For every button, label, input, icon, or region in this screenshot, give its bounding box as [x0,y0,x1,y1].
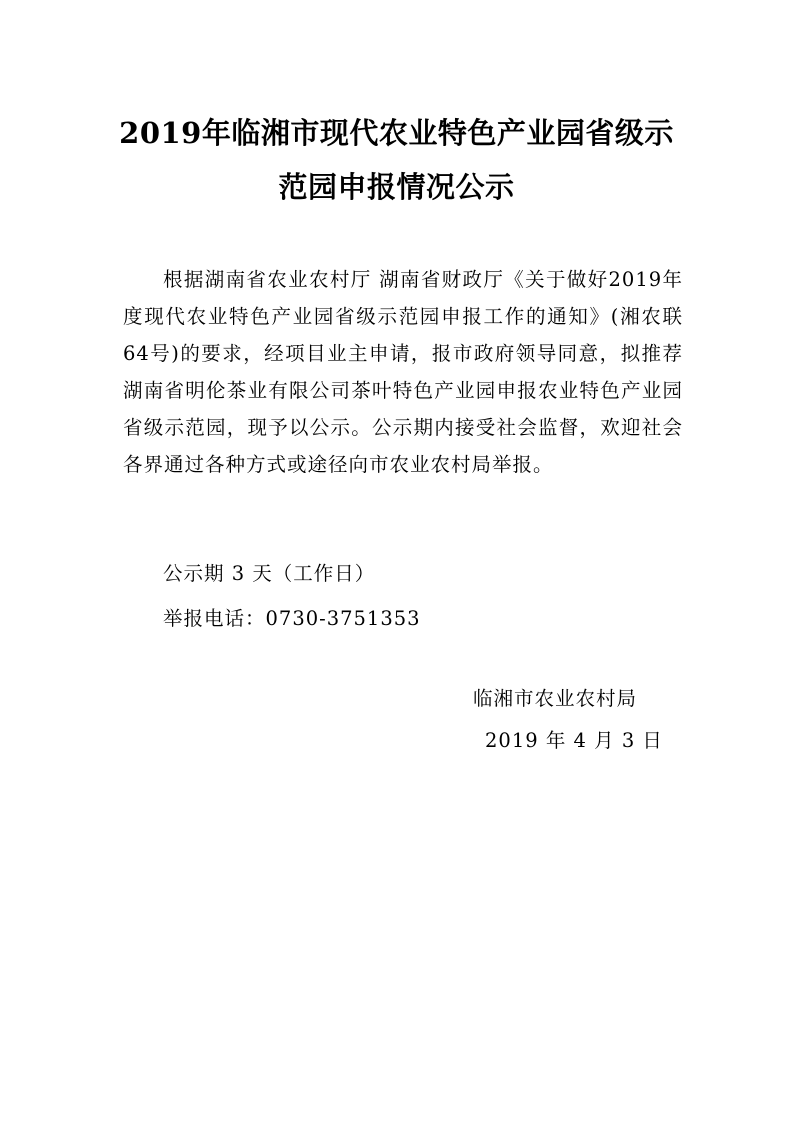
document-title-line-1: 2019年临湘市现代农业特色产业园省级示 [119,116,674,150]
issuing-organization: 临湘市农业农村局 [473,687,638,710]
document-title-line-2: 范园申报情况公示 [278,170,515,204]
publicity-period-line: 公示期 3 天（工作日） [163,562,376,585]
report-phone-line: 举报电话：0730-3751353 [163,607,421,630]
announcement-body-paragraph: 根据湖南省农业农村厅 湖南省财政厅《关于做好2019年度现代农业特色产业园省级示范园申报工作的通知》(湘农联64号)的要求，经项目业主申请，报市政府领导同意，拟推荐湖南省明伦茶业有限公司茶叶特色产业园申报农业特色产业园省级示范园，现予以公示。公示期内接受社会监督，欢迎社会各界通过各种方式或途径向市农业农村局举报。 [123,268,683,476]
issue-date: 2019 年 4 月 3 日 [485,729,663,752]
